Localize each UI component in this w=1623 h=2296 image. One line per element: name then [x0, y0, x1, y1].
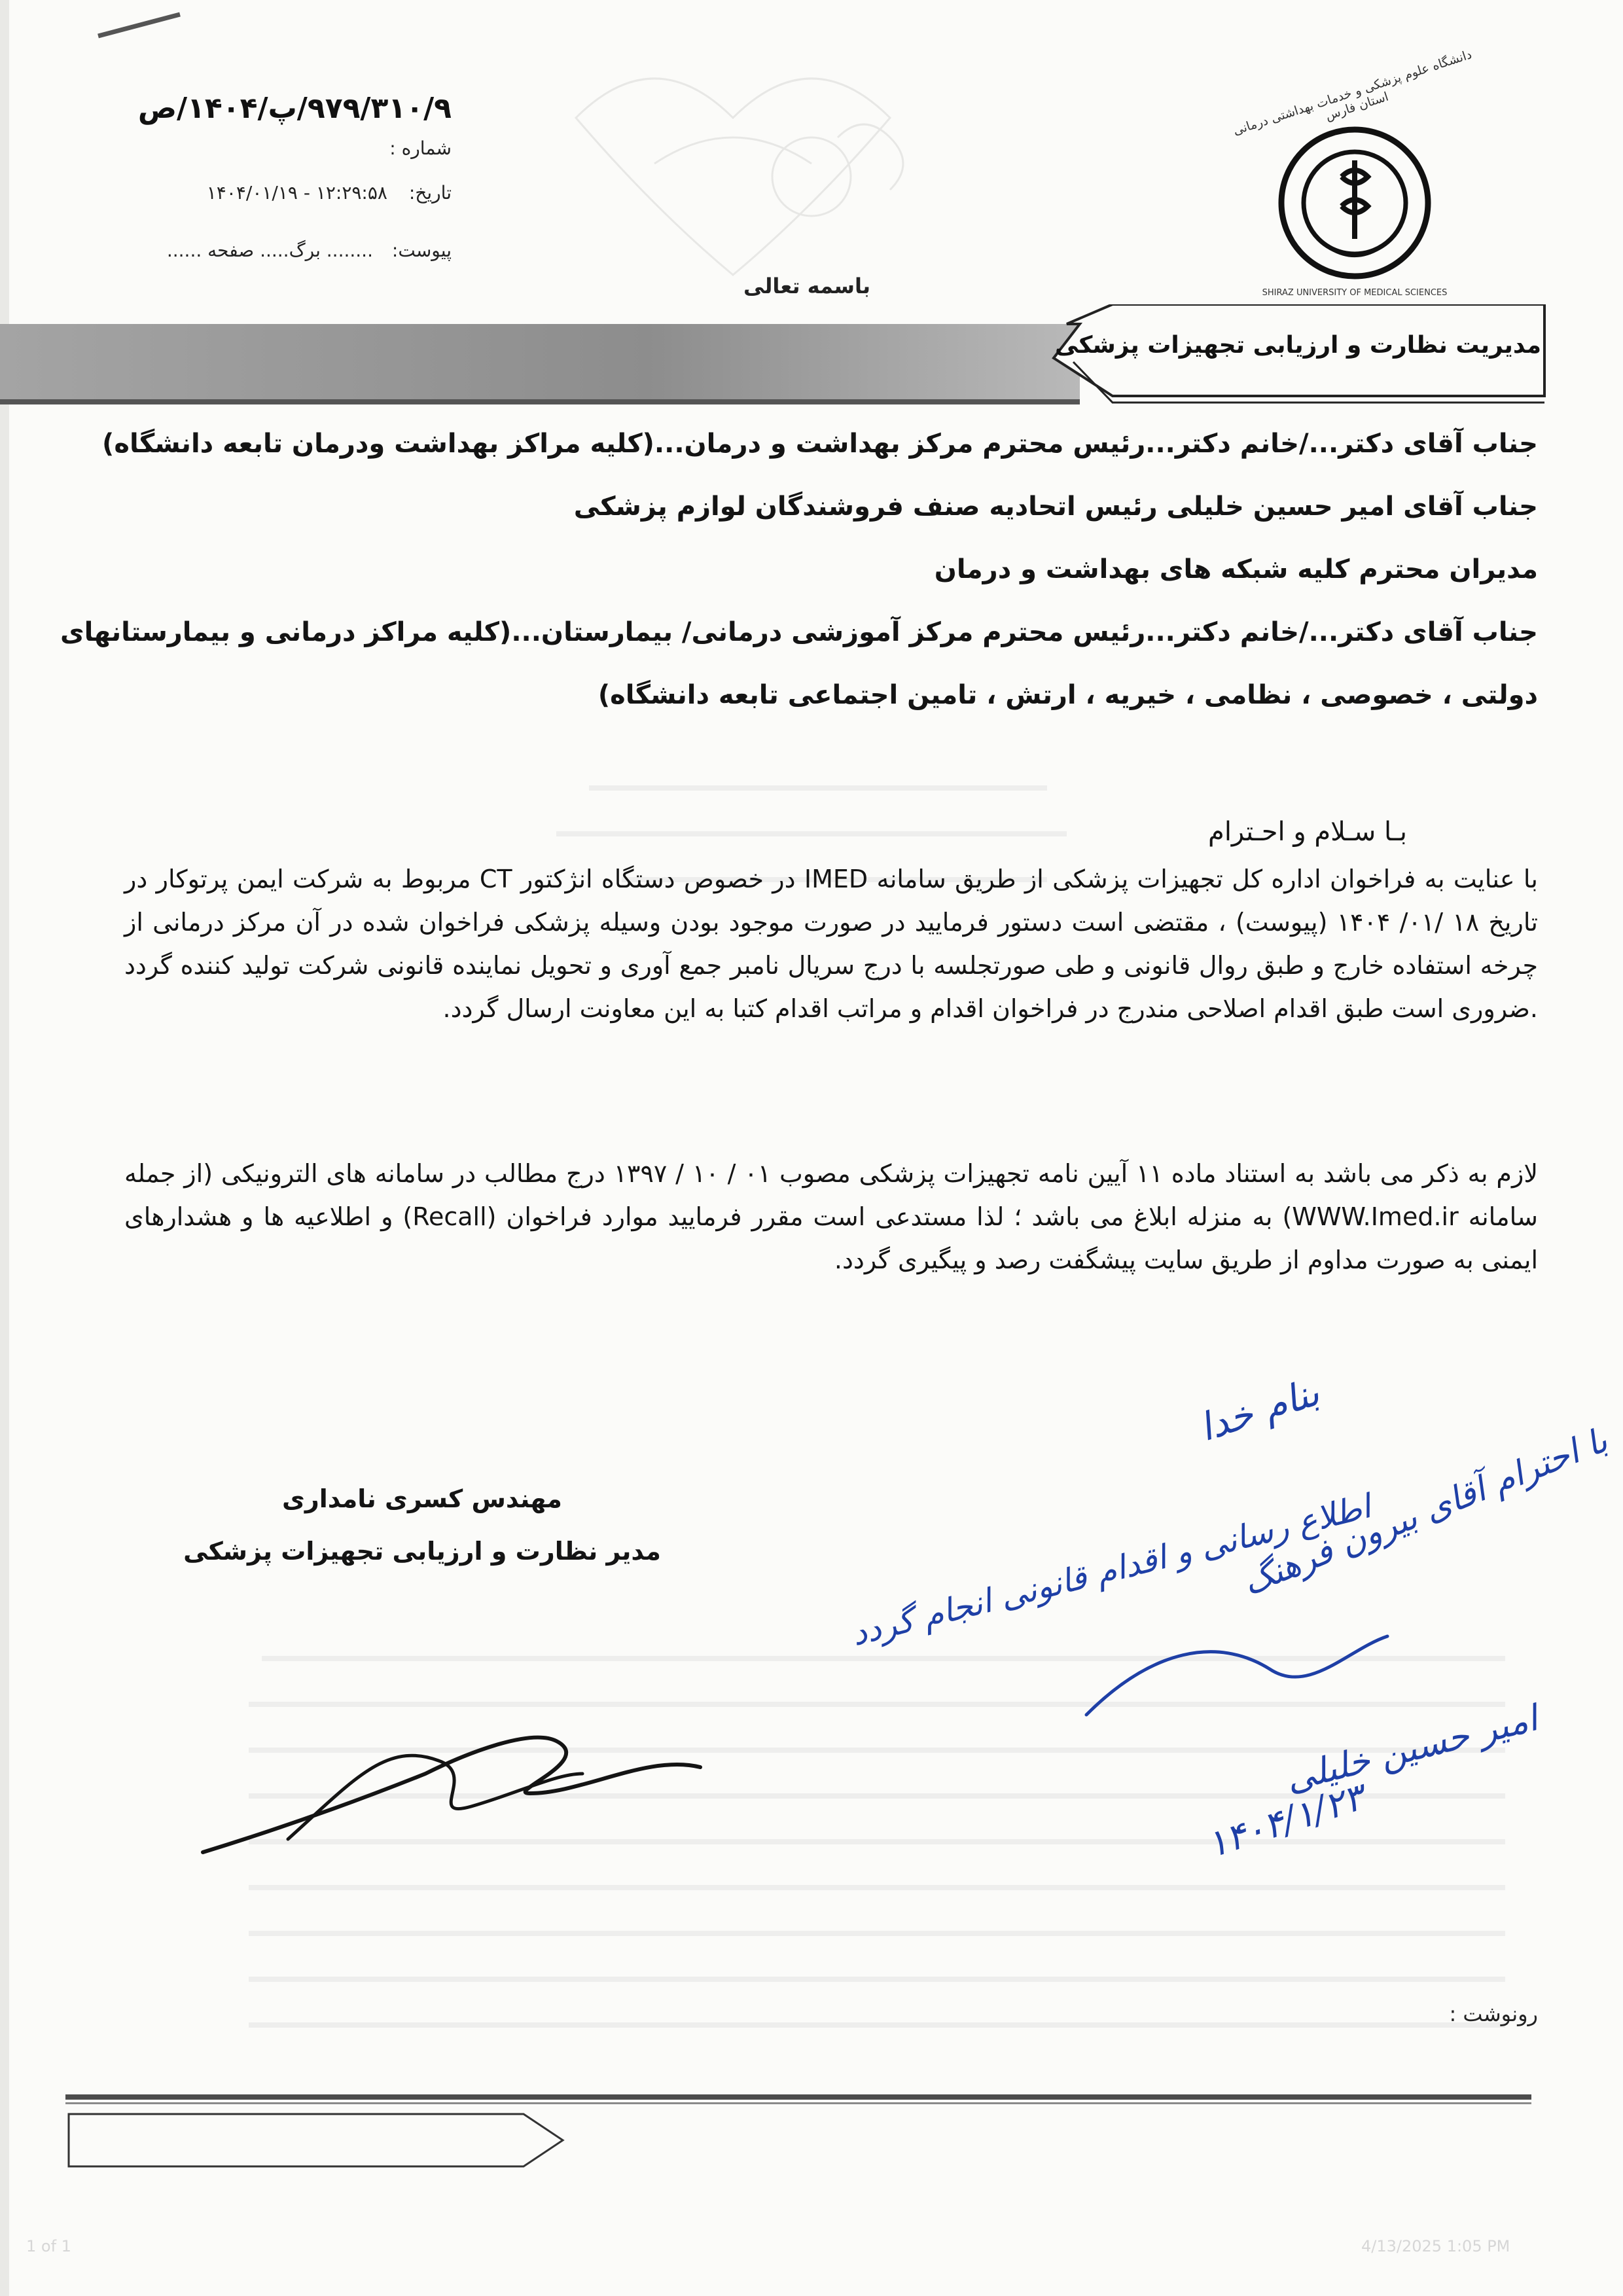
date-value: ۱۲:۲۹:۵۸ - ۱۴۰۴/۰۱/۱۹: [206, 182, 387, 204]
signatory-name: مهندس کسری نامداری: [282, 1484, 562, 1513]
attachment-label: پیوست:: [391, 240, 452, 261]
letter-number-label: شماره :: [389, 137, 452, 159]
handwritten-salutation: بنام خدا: [1194, 1369, 1325, 1450]
signature-scribble: [190, 1702, 713, 1872]
bismillah-heading: باسمه تعالی: [743, 274, 870, 298]
logo-caption: دانشگاه علوم پزشکی و خدمات بهداشتی درمانی استان فارس: [1231, 47, 1474, 139]
body-paragraph: با عنایت به فراخوان اداره کل تجهیزات پزشکی از طریق سامانه IMED در خصوص دستگاه انژکتور CT مربوط به شرکت ایمن پرتوکار در تاریخ ۱۸ /۰۱/ ۱۴۰۴ (پیوست) ، مقتضی است دستور فرمایید در صورت موجود بودن وسیله پزشکی فراخوان شده در آن مرکز درمانی از چرخه استفاده خارج و طبق روال قانونی و طی صورتجلسه با درج سریال نامبر جمع آوری و تحویل نماینده قانونی شرکت تولید کننده گردد .ضروری است طبق اقدام اصلاحی مندرج در فراخوان اقدام و مراتب اقدام کتبا به این معاونت ارسال گردد.: [124, 865, 1538, 1023]
recipients-block: [60, 412, 1538, 726]
page-counter: 1 of 1: [26, 2237, 71, 2255]
letter-number-row: [138, 92, 452, 125]
university-logo: [1231, 47, 1474, 314]
signatory-title: مدیر نظارت و ارزیابی تجهیزات پزشکی: [183, 1537, 661, 1566]
footer-band: [65, 2094, 1531, 2179]
logo-caption-en: SHIRAZ UNIVERSITY OF MEDICAL SCIENCES: [1262, 288, 1448, 298]
recipient-line: جناب آقای دکتر.../خانم دکتر...رئیس محترم مرکز آموزشی درمانی/ بیمارستان...(کلیه مراکز درمانی و بیمارستانهای: [60, 617, 1538, 647]
recipient-line: دولتی ، خصوصی ، نظامی ، خیریه ، ارتش ، تامین اجتماعی تابعه دانشگاه): [597, 680, 1538, 710]
recipient-line: جناب آقای دکتر.../خانم دکتر...رئیس محترم مرکز بهداشت و درمان...(کلیه مراکز بهداشت ودرمان تابعه دانشگاه): [102, 429, 1538, 459]
cc-label: رونوشت :: [1449, 2001, 1538, 2026]
recipient-line: جناب آقای امیر حسین خلیلی رئیس اتحادیه صنف فروشندگان لوازم پزشکی: [573, 492, 1538, 522]
print-timestamp: 4/13/2025 1:05 PM: [1361, 2237, 1510, 2255]
date-label: تاریخ:: [408, 182, 452, 204]
handwritten-flourish: [1073, 1610, 1400, 1741]
letter-number-value: ۹۷۹/۳۱۰/۹/پ/۱۴۰۴/ص: [137, 92, 452, 125]
banner-shape: [0, 304, 1551, 416]
recipient-line: مدیران محترم کلیه شبکه های بهداشت و درمان: [934, 554, 1538, 584]
handwritten-instruction: اطلاع رسانی و اقدام قانونی انجام گردد: [847, 1487, 1375, 1653]
date-row: [207, 182, 452, 204]
signatory-block: [177, 1473, 668, 1577]
handwritten-date: ۱۴۰۴/۱/۲۳: [1202, 1776, 1370, 1867]
ornament-watermark: [576, 79, 903, 275]
body-paragraph: لازم به ذکر می باشد به استناد ماده ۱۱ آیین نامه تجهیزات پزشکی مصوب ۰۱ / ۱۰ / ۱۳۹۷ درج مطالب در سامانه های الترونیکی (از جمله سامانه WWW.Imed.ir) به منزله ابلاغ می باشد ؛ لذا مستدعی است مقرر فرمایید موارد فراخوان (Recall) و اطلاعیه ها و هشدارهای ایمنی به صورت مداوم از طریق سایت پیشگفت رصد و پیگیری گردد.: [124, 1159, 1538, 1274]
greeting: بـا سـلام و احـترام: [1208, 817, 1407, 847]
department-banner: [0, 304, 1551, 416]
handwritten-name: امیر حسین خلیلی: [1281, 1697, 1542, 1800]
attachment-row: [167, 240, 452, 261]
department-title: مدیریت نظارت و ارزیابی تجهیزات پزشکی: [1055, 332, 1541, 359]
attachment-value: ........ برگ..... صفحه ......: [166, 240, 373, 261]
handwritten-referral: با احترام آقای بیرون فرهنگ: [1237, 1420, 1613, 1604]
